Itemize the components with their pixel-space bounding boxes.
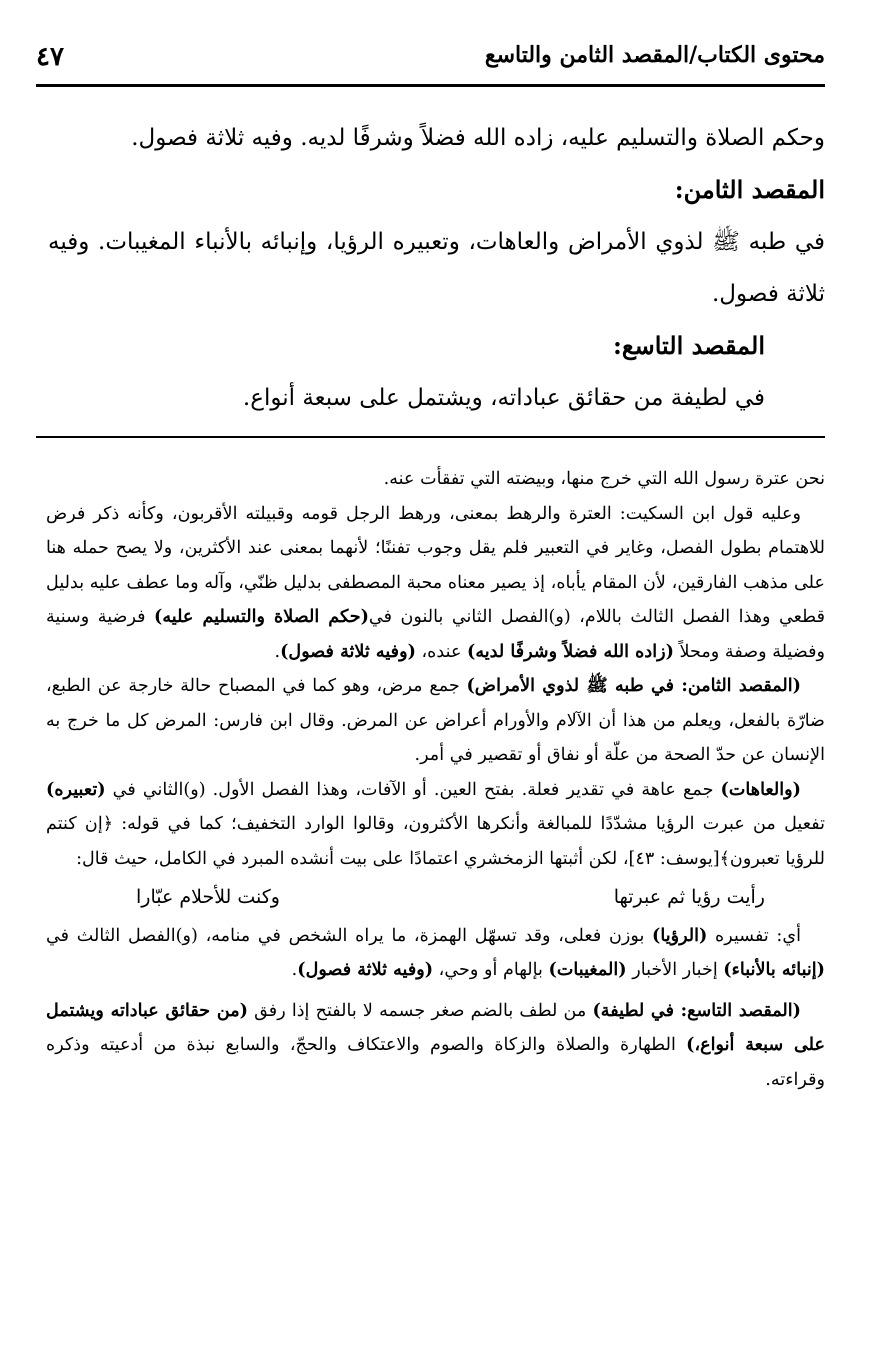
quoted-matn: (الرؤيا) xyxy=(652,924,708,946)
quoted-matn: (والعاهات) xyxy=(720,778,801,800)
quoted-matn: (المقصد التاسع: في لطيفة) xyxy=(592,999,801,1021)
commentary-paragraph xyxy=(46,497,825,670)
quoted-matn: (وفيه ثلاثة فصول) xyxy=(297,959,434,980)
matn-paragraph-9: في لطيفة من حقائق عباداته، ويشتمل على سبعة أنواع. xyxy=(242,385,765,411)
section-divider xyxy=(36,436,825,438)
quoted-matn: (من حقائق عباداته ويشتمل على سبعة أنواع،) xyxy=(46,999,825,1055)
commentary-text: أي: تفسيره xyxy=(707,925,802,946)
commentary-paragraph xyxy=(46,919,825,988)
commentary-paragraph xyxy=(46,773,825,877)
page-header xyxy=(36,40,825,87)
quoted-matn: (تعبيره) xyxy=(46,778,106,800)
poetry-verse xyxy=(46,880,825,915)
commentary-text: . xyxy=(274,641,281,662)
commentary-text: بإلهام أو وحي، xyxy=(433,960,549,980)
verse-second-hemistich: وكنت للأحلام عبّارا xyxy=(136,886,280,908)
commentary-text: تفعيل من عبرت الرؤيا مشدّدًا للمبالغة وأنكرها الأكثرون، وقالوا الوارد التخفيف؛ كما في قوله: ﴿إن كنتم للرؤيا تعبرون﴾[يوسف: ٤٣]، لكن أثبتها الزمخشري اعتمادًا على بيت أنشده المبرد في الكامل، حيث قال: xyxy=(46,814,825,869)
quoted-matn: (المغيبات) xyxy=(548,959,627,980)
commentary-text: فرضية وسنية وفضيلة وصفة ومحلاً xyxy=(46,607,825,662)
commentary-text: جمع عاهة في تقدير فعلة. بفتح العين. أو الآفات، وهذا الفصل الأول. (و)الثاني في xyxy=(105,779,721,800)
quoted-matn: (إنبائه بالأنباء) xyxy=(723,959,825,980)
heading-maqsad-8: المقصد الثامن: xyxy=(674,175,825,204)
quoted-matn: (وفيه ثلاثة فصول) xyxy=(280,640,416,662)
matn-paragraph-8: في طبه ﷺ لذوي الأمراض والعاهات، وتعبيره الرؤيا، وإنبائه بالأنباء المغيبات. وفيه ثلاثة فصول. xyxy=(48,229,825,307)
commentary-text: وعليه قول ابن السكيت: العترة والرهط بمعنى، ورهط الرجل قومه وقبيلته الأقربون، وكأنه ذكر فرض للاهتمام بطول الفصل، وغاير في التعبير فلم يقل وجوب تفننًا؛ لأنهما بمعنى عند الأكثرين، ولا يصح حمله هنا على مذهب الفارقين، لأن المقام يأباه، إذ يصير معناه محبة المصطفى بدليل ظنّي، وآله وما عطف عليه بدليل قطعي وهذا الفصل الثالث باللام، (و)الفصل الثاني بالنون في xyxy=(46,503,826,627)
quoted-matn: (المقصد الثامن: في طبه ﷺ لذوي الأمراض) xyxy=(466,675,801,696)
matn-line: وحكم الصلاة والتسليم عليه، زاده الله فضلاً وشرفًا لديه. وفيه ثلاثة فصول. xyxy=(131,125,825,151)
commentary-paragraph xyxy=(46,994,825,1098)
page-number: ٤٧ xyxy=(36,42,64,72)
quoted-matn: (حكم الصلاة والتسليم عليه) xyxy=(154,606,369,627)
commentary-text: إخبار الأخبار xyxy=(626,960,724,980)
verse-first-hemistich: رأيت رؤيا ثم عبرتها xyxy=(613,886,765,908)
commentary-paragraph xyxy=(46,669,825,773)
commentary-text: الطهارة والصلاة والزكاة والصوم والاعتكاف والحجّ، والسابع نبذة من أدعيته وذكره وقراءته. xyxy=(46,1035,825,1090)
commentary-text: بوزن فعلى، وقد تسهّل الهمزة، ما يراه الشخص في منامه، (و)الفصل الثالث في xyxy=(46,925,653,946)
heading-maqsad-9: المقصد التاسع: xyxy=(612,331,765,360)
running-title: محتوى الكتاب/المقصد الثامن والتاسع xyxy=(484,42,825,68)
quoted-matn: (زاده الله فضلاً وشرفًا لديه) xyxy=(467,640,674,662)
commentary-text: . xyxy=(291,960,298,980)
commentary-text: عنده، xyxy=(415,641,468,662)
commentary-text: جمع مرض، وهو كما في المصباح حالة خارجة عن الطبع، ضارّة بالفعل، ويعلم من هذا أن الآلام والأورام أعراض عن المرض. وقال ابن فارس: المرض كل ما خرج به الإنسان عن حدّ الصحة من علّة أو نفاق أو تقصير في أمر. xyxy=(46,676,825,765)
commentary xyxy=(46,462,825,1097)
commentary-paragraph: نحن عترة رسول الله التي خرج منها، وبيضته التي تفقأت عنه. xyxy=(383,469,825,489)
main-text xyxy=(48,112,825,424)
commentary-text: من لطف بالضم صغر جسمه لا بالفتح إذا رفق xyxy=(247,1000,593,1021)
